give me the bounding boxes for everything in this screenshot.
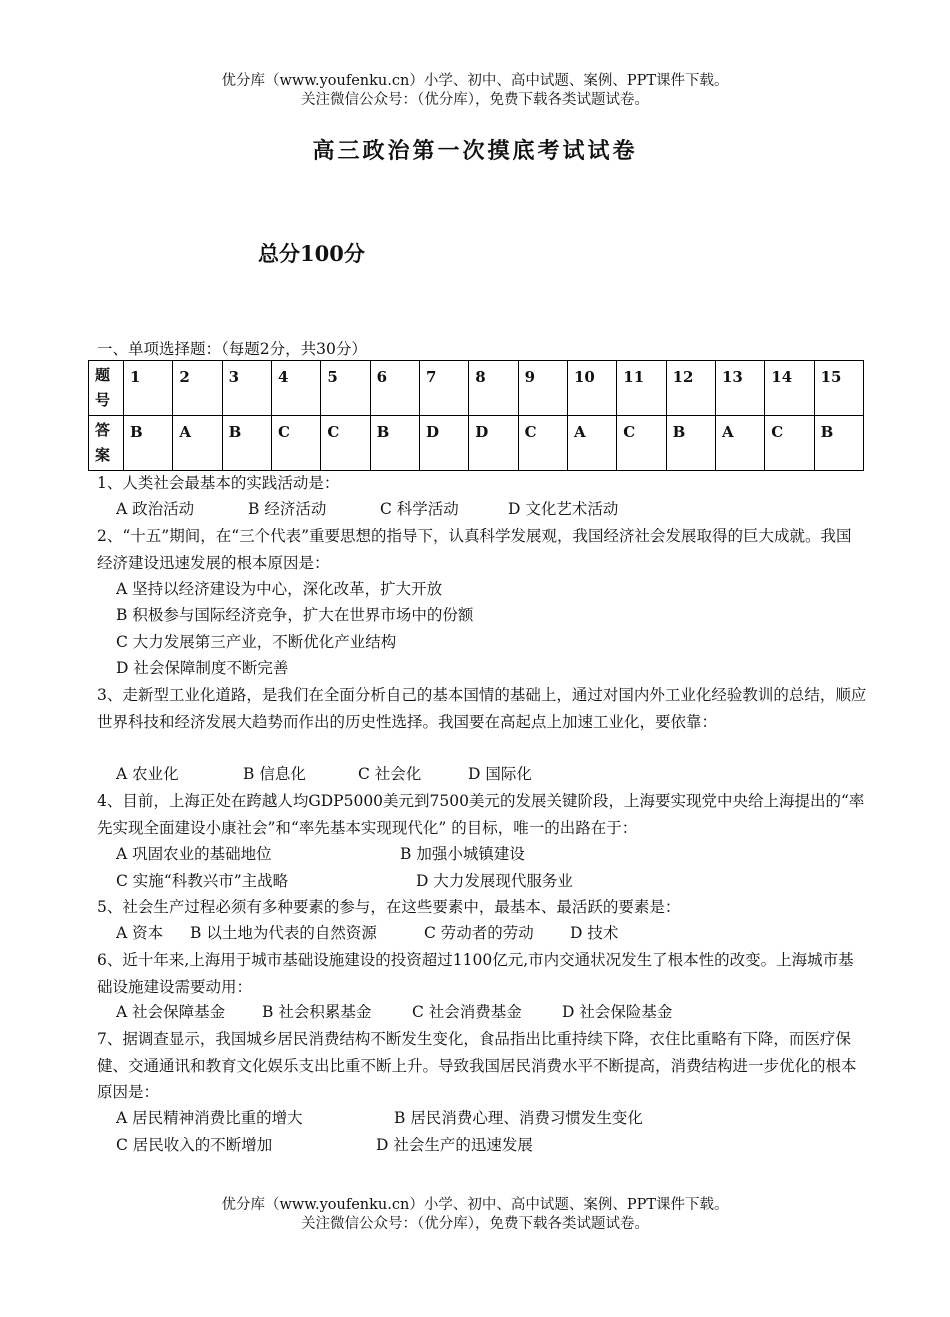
q5-option-b: B 以土地为代表的自然资源 <box>190 924 377 942</box>
table-cell: 14 <box>765 361 814 416</box>
table-cell: 5 <box>321 361 370 416</box>
q2-option-a: A 坚持以经济建设为中心，深化改革，扩大开放 <box>116 580 443 598</box>
table-cell: 1 <box>124 361 173 416</box>
table-cell: 4 <box>271 361 320 416</box>
q6-option-c: C 社会消费基金 <box>412 1003 522 1021</box>
table-cell: C <box>271 416 320 471</box>
table-cell: 11 <box>617 361 666 416</box>
question-1-stem: 1、人类社会最基本的实践活动是： <box>97 474 340 492</box>
question-number-row <box>89 361 864 416</box>
table-cell: C <box>518 416 567 471</box>
table-cell: B <box>814 416 863 471</box>
q6-option-d: D 社会保险基金 <box>562 1003 673 1021</box>
exam-title: 高三政治第一次摸底考试试卷 <box>312 138 638 164</box>
q3-option-d: D 国际化 <box>468 765 532 783</box>
section-heading: 一、单项选择题：（每题2分，共30分） <box>97 340 367 358</box>
footer-line-2: 关注微信公众号：（优分库），免费下载各类试题试卷。 <box>301 1216 649 1232</box>
table-cell: 15 <box>814 361 863 416</box>
q1-option-d: D 文化艺术活动 <box>508 500 619 518</box>
q2-option-d: D 社会保障制度不断完善 <box>116 659 289 677</box>
q5-option-d: D 技术 <box>570 924 619 942</box>
question-2-stem: 2、“十五”期间，在“三个代表”重要思想的指导下，认真科学发展观，我国经济社会发展取得的巨大成就。我国经济建设迅速发展的根本原因是： <box>97 527 852 572</box>
table-cell: D <box>419 416 468 471</box>
table-cell: 9 <box>518 361 567 416</box>
table-cell: A <box>715 416 764 471</box>
q2-option-b: B 积极参与国际经济竞争，扩大在世界市场中的份额 <box>116 606 474 624</box>
table-cell: B <box>222 416 271 471</box>
q7-option-a: A 居民精神消费比重的增大 <box>116 1109 303 1127</box>
answer-row <box>89 416 864 471</box>
q3-option-c: C 社会化 <box>358 765 422 783</box>
q6-option-a: A 社会保障基金 <box>116 1003 226 1021</box>
table-cell: B <box>666 416 715 471</box>
q4-option-c: C 实施“科教兴市”主战略 <box>116 872 289 890</box>
table-cell: 2 <box>173 361 222 416</box>
q5-option-a: A 资本 <box>116 924 164 942</box>
question-4-stem: 4、目前，上海正处在跨越人均GDP5000美元到7500美元的发展关键阶段，上海要实现党中央给上海提出的“率先实现全面建设小康社会”和“率先基本实现现代化” 的目标，唯一的出路在于： <box>97 792 865 837</box>
question-3-stem: 3、走新型工业化道路，是我们在全面分析自己的基本国情的基础上，通过对国内外工业化经验教训的总结，顺应世界科技和经济发展大趋势而作出的历史性选择。我国要在高起点上加速工业化，要依靠： <box>97 686 867 731</box>
q3-option-a: A 农业化 <box>116 765 179 783</box>
table-cell: C <box>617 416 666 471</box>
table-cell: B <box>124 416 173 471</box>
q1-option-c: C 科学活动 <box>380 500 459 518</box>
table-cell: 12 <box>666 361 715 416</box>
table-cell: B <box>370 416 419 471</box>
q7-option-b: B 居民消费心理、消费习惯发生变化 <box>394 1109 643 1127</box>
question-6-stem: 6、近十年来,上海用于城市基础设施建设的投资超过1100亿元,市内交通状况发生了根本性的改变。上海城市基础设施建设需要动用： <box>97 951 854 996</box>
table-cell: 8 <box>469 361 518 416</box>
header-line-1: 优分库（www.youfenku.cn）小学、初中、高中试题、案例、PPT课件下载。 <box>221 73 729 89</box>
q6-option-b: B 社会积累基金 <box>262 1003 372 1021</box>
total-score: 总分100分 <box>258 241 365 266</box>
question-7-stem: 7、据调查显示，我国城乡居民消费结构不断发生变化，食品指出比重持续下降，衣住比重略有下降，而医疗保健、交通通讯和教育文化娱乐支出比重不断上升。导致我国居民消费水平不断提高，消费结构进一步优化的根本原因是： <box>97 1030 857 1101</box>
table-cell: D <box>469 416 518 471</box>
table-cell: 7 <box>419 361 468 416</box>
q2-option-c: C 大力发展第三产业，不断优化产业结构 <box>116 633 397 651</box>
table-cell: C <box>321 416 370 471</box>
q5-option-c: C 劳动者的劳动 <box>424 924 534 942</box>
table-cell: 6 <box>370 361 419 416</box>
q7-option-d: D 社会生产的迅速发展 <box>376 1136 533 1154</box>
q7-option-c: C 居民收入的不断增加 <box>116 1136 273 1154</box>
q4-option-d: D 大力发展现代服务业 <box>416 872 573 890</box>
table-cell: 13 <box>715 361 764 416</box>
question-5-stem: 5、社会生产过程必须有多种要素的参与，在这些要素中，最基本、最活跃的要素是： <box>97 898 681 916</box>
row-label-answer: 答案 <box>89 416 124 471</box>
q1-option-a: A 政治活动 <box>116 500 195 518</box>
table-cell: A <box>567 416 616 471</box>
q4-option-b: B 加强小城镇建设 <box>400 845 525 863</box>
footer-line-1: 优分库（www.youfenku.cn）小学、初中、高中试题、案例、PPT课件下载。 <box>221 1197 729 1213</box>
q3-option-b: B 信息化 <box>243 765 306 783</box>
q1-option-b: B 经济活动 <box>248 500 327 518</box>
q4-option-a: A 巩固农业的基础地位 <box>116 845 272 863</box>
row-label-number: 题号 <box>89 361 124 416</box>
table-cell: A <box>173 416 222 471</box>
table-cell: 3 <box>222 361 271 416</box>
table-cell: C <box>765 416 814 471</box>
answer-table <box>88 360 864 471</box>
table-cell: 10 <box>567 361 616 416</box>
header-line-2: 关注微信公众号：（优分库），免费下载各类试题试卷。 <box>301 92 649 108</box>
